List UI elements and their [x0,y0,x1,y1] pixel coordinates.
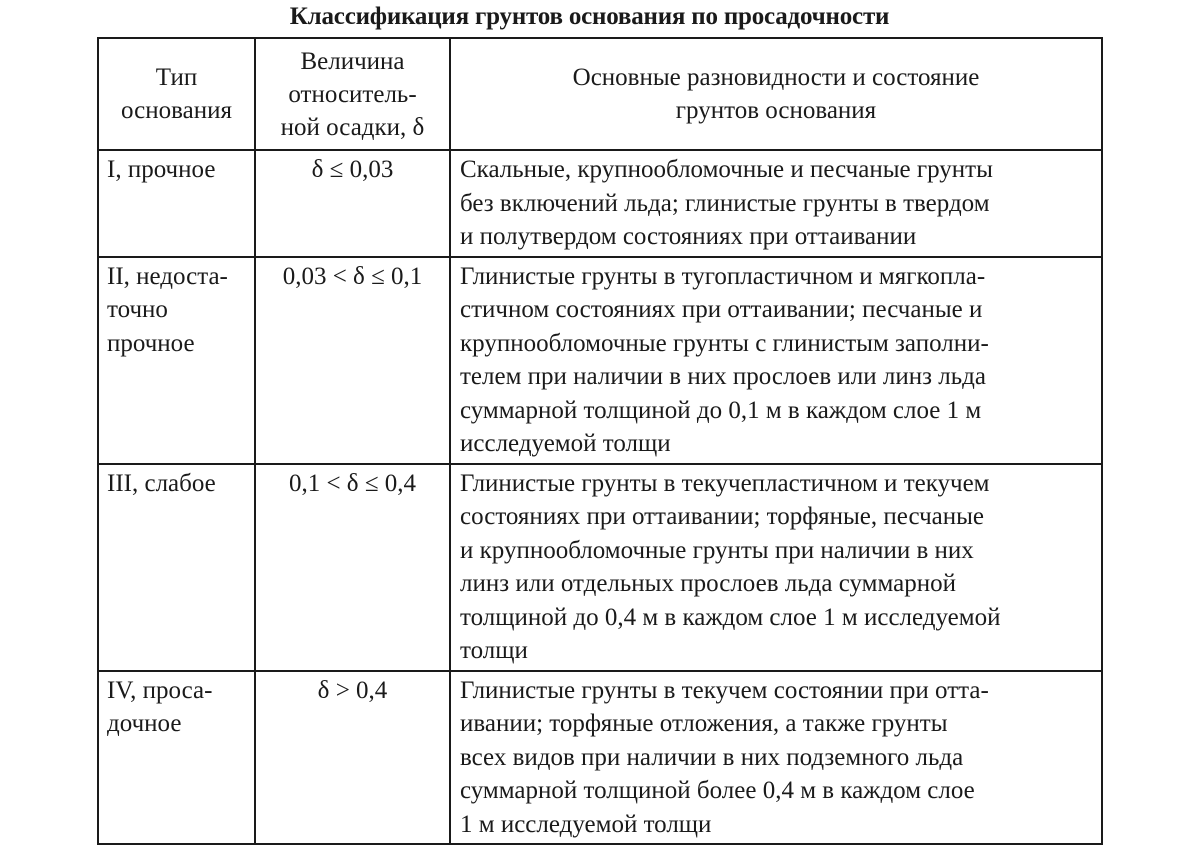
base-type-text: III, слабое [107,469,216,497]
base-type-text: IV, проса- дочное [107,676,213,737]
base-type-text: II, недоста- точно прочное [107,262,228,357]
header-row [98,38,1102,150]
base-type-text: I, прочное [107,156,216,183]
soil-description-text: Глинистые грунты в текучепластичном и текучем состояниях при оттаивании; торфяные, песчаные и крупнообломочные грунты при наличии в них линз или отдельных прослоев льда суммарной толщиной до 0,4 м в каждом слое 1 м исследуемой толщи [460,469,1001,664]
base-type-cell [98,257,255,464]
header-relative-settlement-label: Величина относитель- ной осадки, δ [280,47,425,141]
settlement-range-cell [255,671,450,845]
table-row [98,257,1102,464]
settlement-range-text: 0,1 < δ ≤ 0,4 [288,469,417,497]
soil-description-cell [450,150,1102,257]
header-base-type [98,38,255,150]
settlement-range-cell [255,150,450,257]
soil-description-text: Глинистые грунты в текучем состоянии при отта- ивании; торфяные отложения, а также грунты всех видов при наличии в них подземного льда суммарной толщиной более 0,4 м в каждом слое 1 м исследуемой толщи [460,676,989,838]
base-type-cell [98,150,255,257]
soil-description-text: Скальные, крупнообломочные и песчаные грунты без включений льда; глинистые грунты в твердом и полутвердом состояниях при оттаивании [460,156,993,250]
subsidence-classification-table [97,37,1103,845]
header-relative-settlement [255,38,450,150]
table-title: Классификация грунтов основания по просадочности [289,3,890,30]
header-soil-varieties-label: Основные разновидности и состояние грунтов основания [572,64,980,124]
soil-description-text: Глинистые грунты в тугопластичном и мягкопла- стичном состояниях при оттаивании; песчаные и крупнообломочные грунты с глинистым заполни- телем при наличии в них прослоев или линз льда суммарной толщиной до 0,1 м в каждом слое 1 м исследуемой толщи [460,262,989,457]
settlement-range-text: δ ≤ 0,03 [311,156,394,183]
table-row [98,464,1102,671]
soil-description-cell [450,464,1102,671]
soil-description-cell [450,671,1102,845]
settlement-range-cell [255,464,450,671]
header-base-type-label: Тип основания [121,64,232,124]
settlement-range-cell [255,257,450,464]
table-row [98,150,1102,257]
header-soil-varieties [450,38,1102,150]
soil-description-cell [450,257,1102,464]
base-type-cell [98,464,255,671]
base-type-cell [98,671,255,845]
settlement-range-text: δ > 0,4 [317,676,388,704]
settlement-range-text: 0,03 < δ ≤ 0,1 [282,262,423,290]
table-row [98,671,1102,845]
